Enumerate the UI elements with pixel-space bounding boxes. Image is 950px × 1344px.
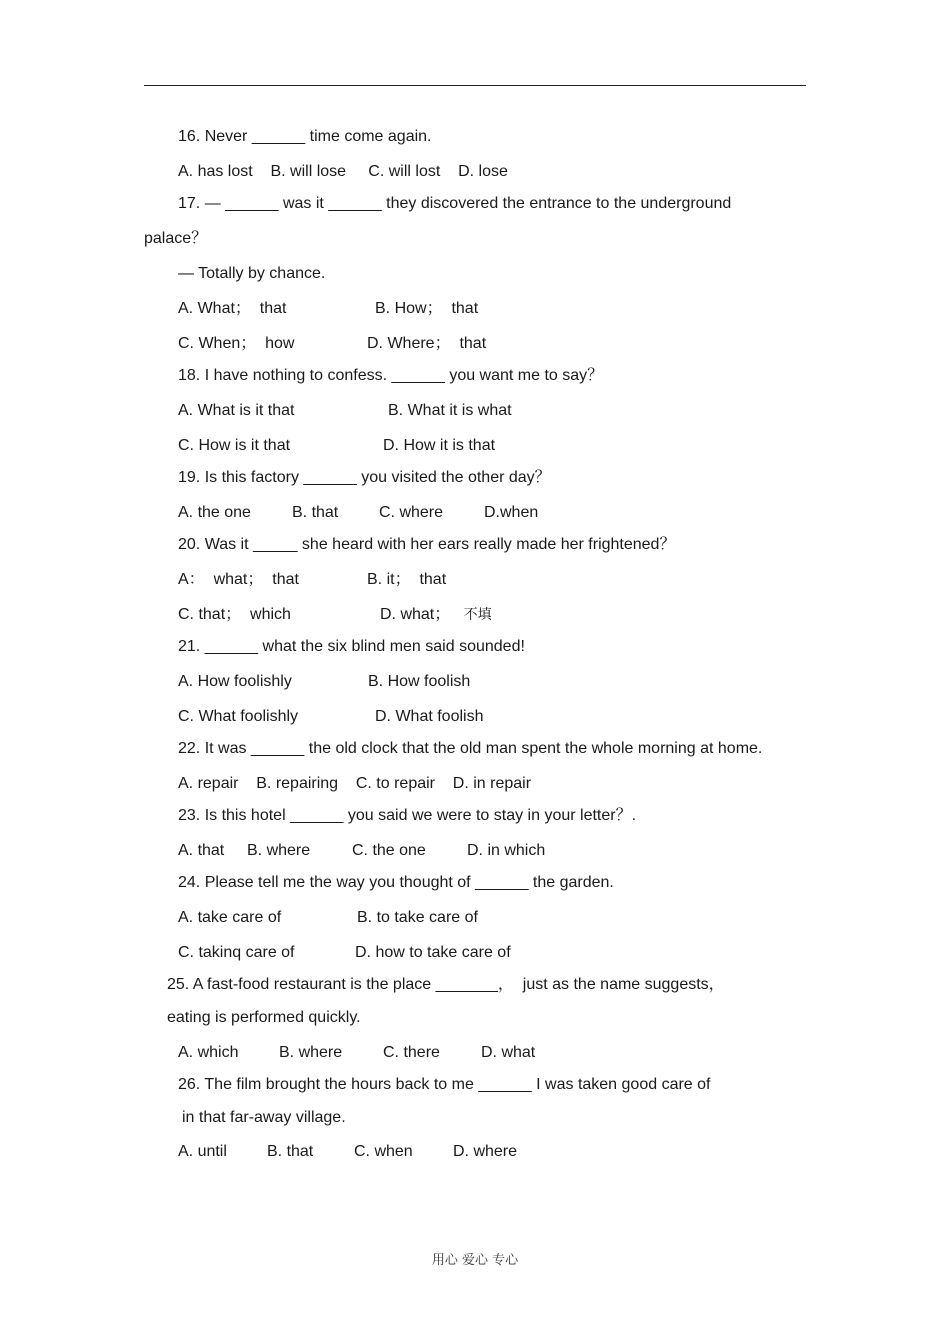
question-25-option-d: D. what <box>481 1044 536 1061</box>
question-16-options: A. has lost B. will lose C. will lost D. lose <box>178 163 508 180</box>
question-18-option-d: D. How it is that <box>383 437 496 454</box>
question-25-option-c: C. there <box>383 1044 440 1061</box>
question-23-option-c: C. the one <box>352 842 426 859</box>
question-17-stem: 17. — ______ was it ______ they discovered the entrance to the underground <box>178 195 732 212</box>
question-17-option-a: A. What； that <box>178 300 287 317</box>
question-20-option-d-cn: 不填 <box>463 607 492 623</box>
question-24-stem: 24. Please tell me the way you thought of ______ the garden. <box>178 874 614 891</box>
question-21-option-b: B. How foolish <box>368 673 471 690</box>
question-20-option-d-label: D. what； <box>380 606 451 623</box>
question-23-option-a: A. that <box>178 842 225 859</box>
question-23-option-d: D. in which <box>467 842 546 859</box>
question-24-option-a: A. take care of <box>178 909 282 926</box>
question-24-option-d: D. how to take care of <box>355 944 511 961</box>
question-23-stem: 23. Is this hotel ______ you said we were to stay in your letter？. <box>178 807 637 824</box>
page-footer: 用心 爱心 专心 <box>431 1253 519 1268</box>
question-22-stem: 22. It was ______ the old clock that the old man spent the whole morning at home. <box>178 740 763 757</box>
question-18-option-a: A. What is it that <box>178 402 295 419</box>
question-22-options: A. repair B. repairing C. to repair D. in repair <box>178 775 532 792</box>
question-21-option-a: A. How foolishly <box>178 673 292 690</box>
question-18-option-b: B. What it is what <box>388 402 512 419</box>
question-17-stem-cont: palace？ <box>144 230 208 247</box>
question-20-option-c: C. that； which <box>178 606 291 623</box>
question-26-option-d: D. where <box>453 1143 518 1160</box>
question-26-option-b: B. that <box>267 1143 314 1160</box>
question-24-option-c: C. takinq care of <box>178 944 295 961</box>
question-19-option-a: A. the one <box>178 504 251 521</box>
question-16-stem: 16. Never ______ time come again. <box>178 128 432 145</box>
question-25-stem: 25. A fast-food restaurant is the place _______， just as the name suggests， <box>167 976 725 993</box>
question-17-option-c: C. When； how <box>178 335 295 352</box>
question-17-option-b: B. How； that <box>375 300 479 317</box>
question-19-stem: 19. Is this factory ______ you visited the other day？ <box>178 469 551 486</box>
question-19-option-b: B. that <box>292 504 339 521</box>
question-26-option-c: C. when <box>354 1143 413 1160</box>
question-23-option-b: B. where <box>247 842 311 859</box>
question-18-stem: 18. I have nothing to confess. ______ you want me to say？ <box>178 367 604 384</box>
question-17-option-d: D. Where； that <box>367 335 487 352</box>
question-26-stem-cont: in that far-away village. <box>182 1109 346 1126</box>
question-26-option-a: A. until <box>178 1143 227 1160</box>
question-21-option-d: D. What foolish <box>375 708 484 725</box>
question-20-option-b: B. it； that <box>367 571 447 588</box>
question-19-option-d: D.when <box>484 504 539 521</box>
question-25-option-b: B. where <box>279 1044 343 1061</box>
question-21-option-c: C. What foolishly <box>178 708 299 725</box>
question-19-option-c: C. where <box>379 504 444 521</box>
question-26-stem: 26. The film brought the hours back to me ______ I was taken good care of <box>178 1076 711 1093</box>
question-20-option-d <box>380 605 492 625</box>
question-25-option-a: A. which <box>178 1044 239 1061</box>
question-21-stem: 21. ______ what the six blind men said sounded! <box>178 638 525 655</box>
question-17-reply: — Totally by chance. <box>178 265 326 282</box>
question-20-stem: 20. Was it _____ she heard with her ears really made her frightened？ <box>178 536 676 553</box>
question-18-option-c: C. How is it that <box>178 437 291 454</box>
header-rule <box>144 85 806 86</box>
question-25-stem-cont: eating is performed quickly. <box>167 1009 361 1026</box>
question-24-option-b: B. to take care of <box>357 909 478 926</box>
question-20-option-a: A： what； that <box>178 571 299 588</box>
